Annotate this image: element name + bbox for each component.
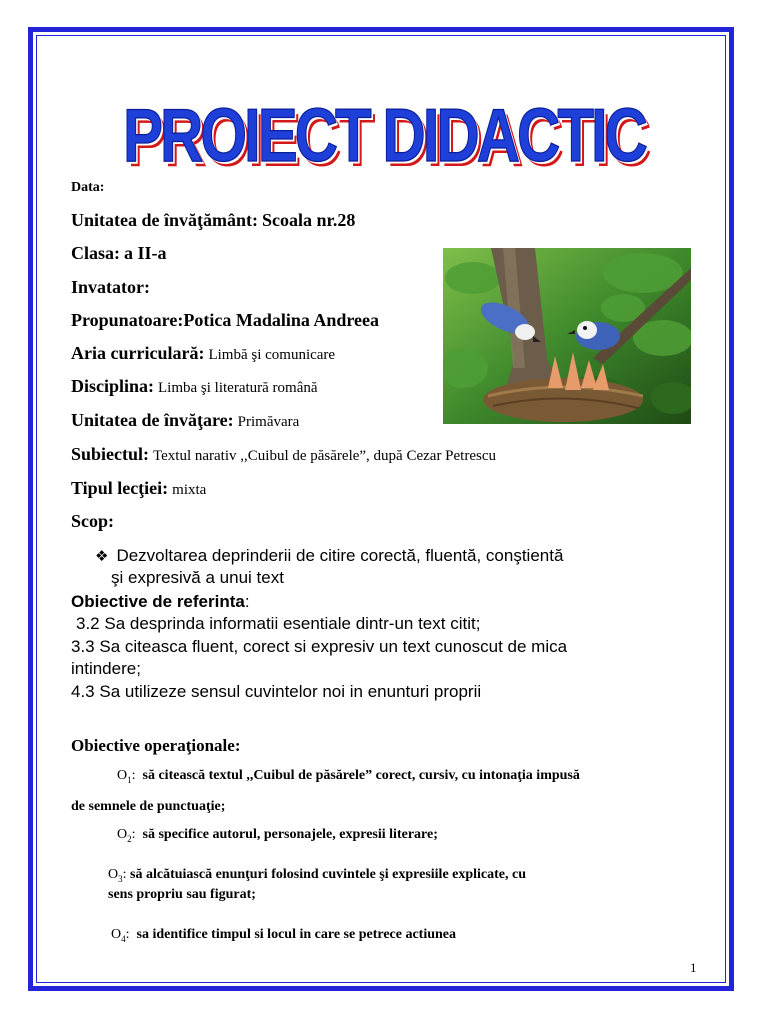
bird-nest-illustration	[443, 248, 691, 424]
scop-bullet-line2: şi expresivă a unui text	[111, 568, 284, 587]
obiectiv-code: $O_2$:	[117, 827, 136, 844]
obiectiv-operational-2	[117, 827, 438, 844]
data-label: Data:	[71, 180, 105, 195]
obiectiv-code: $O_4$:	[111, 927, 130, 944]
obiectiv-code: $O_1$:	[117, 768, 136, 785]
tipul-label: Tipul lecţiei:	[71, 478, 169, 498]
diamond-bullet-icon: ❖	[95, 547, 109, 565]
obiective-referinta-colon: :	[244, 592, 250, 611]
tipul-row	[71, 478, 206, 499]
propunatoare-value: Potica Madalina Andreea	[183, 310, 380, 330]
subiect-value: Textul narativ ,,Cuibul de păsărele”, după Cezar Petrescu	[153, 448, 497, 464]
obiectiv-referinta-1: 3.2 Sa desprinda informatii esentiale dintr-un text citit;	[76, 614, 481, 633]
clasa-label: Clasa:	[71, 243, 120, 263]
unitate-invatare-label: Unitatea de învăţare:	[71, 410, 234, 430]
obiective-referinta-heading	[71, 592, 250, 612]
page-number: 1	[690, 960, 697, 975]
obiectiv-text: să alcătuiască enunţuri folosind cuvintele şi expresiile explicate, cu	[130, 867, 527, 882]
disciplina-value: Limba şi literatură română	[158, 380, 318, 396]
scop-label: Scop:	[71, 511, 115, 531]
unitate-value: Scoala nr.28	[262, 210, 356, 230]
aria-row	[71, 343, 335, 364]
obiectiv-code: $O_3$:	[108, 867, 127, 884]
propunatoare-row	[71, 310, 379, 331]
invatator-label: Invatator:	[71, 277, 150, 297]
obiectiv-referinta-3: 4.3 Sa utilizeze sensul cuvintelor noi in enunturi proprii	[71, 682, 482, 701]
tipul-value: mixta	[172, 482, 207, 498]
obiectiv-operational-4	[111, 927, 456, 944]
scop-bullet-line1: Dezvoltarea deprinderii de citire corectă, fluentă, conştientă	[116, 546, 564, 565]
obiective-operationale-label: Obiective operaţionale:	[71, 736, 241, 755]
obiectiv-operational-3	[108, 867, 526, 884]
aria-label: Aria curriculară:	[71, 343, 205, 363]
propunatoare-label: Propunatoare:	[71, 310, 184, 330]
disciplina-label: Disciplina:	[71, 376, 155, 396]
disciplina-row	[71, 376, 318, 397]
document-title: PROIECT DIDACTIC	[123, 93, 645, 177]
obiectiv-text: sa identifice timpul si locul in care se petrece actiunea	[136, 927, 457, 942]
obiective-referinta-label: Obiective de referinta	[71, 592, 245, 611]
obiectiv-referinta-2: 3.3 Sa citeasca fluent, corect si expresiv un text cunoscut de mica	[71, 637, 568, 656]
unitate-invatare-value: Primăvara	[237, 414, 300, 430]
unitate-label: Unitatea de învăţământ:	[71, 210, 258, 230]
obiectiv-referinta-2-cont: intindere;	[71, 659, 141, 678]
subiect-label: Subiectul:	[71, 444, 150, 464]
obiectiv-operational-1	[117, 768, 580, 785]
bird-nest-photo	[443, 248, 691, 424]
obiectiv-text: să specifice autorul, personajele, expresii literare;	[142, 827, 438, 842]
scop-bullet	[95, 545, 563, 589]
obiectiv-operational-3-cont: sens propriu sau figurat;	[108, 887, 256, 902]
aria-value: Limbă şi comunicare	[208, 347, 336, 363]
subiect-row	[71, 444, 496, 465]
unitate-row	[71, 210, 355, 231]
obiectiv-operational-1-cont: de semnele de punctuaţie;	[71, 799, 226, 814]
unitate-invatare-row	[71, 410, 299, 431]
clasa-value: a II-a	[124, 243, 167, 263]
clasa-row	[71, 243, 167, 264]
obiectiv-text: să citească textul ,,Cuibul de păsărele” corect, cursiv, cu intonaţia impusă	[142, 768, 580, 783]
